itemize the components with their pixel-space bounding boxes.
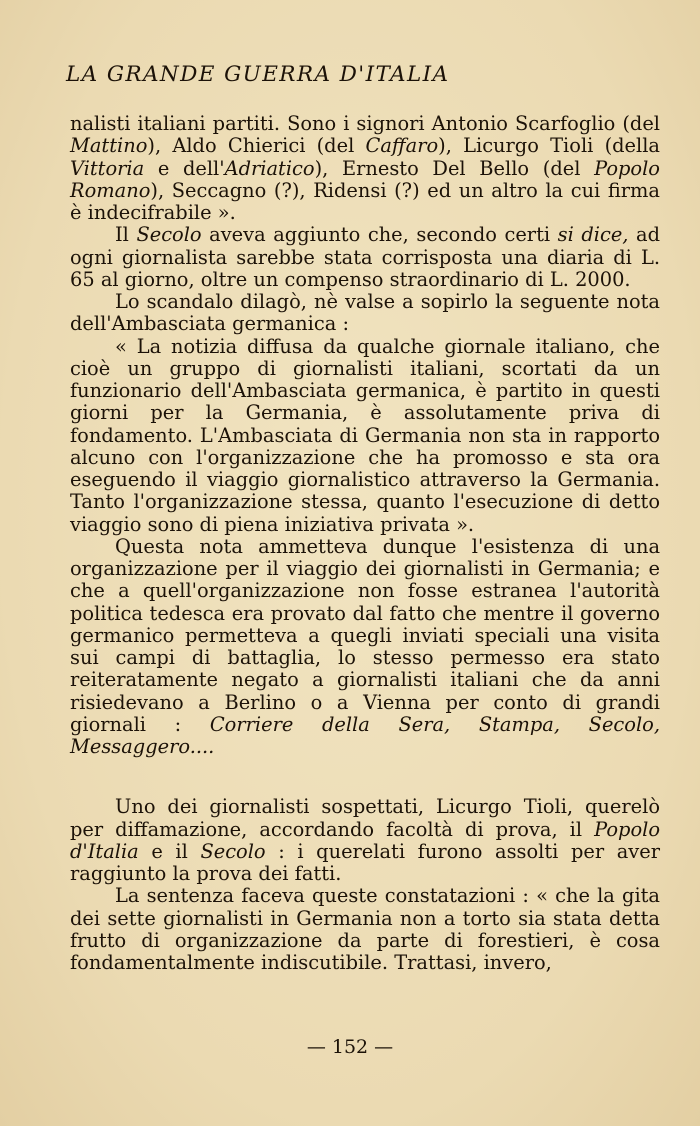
text-run: e il [138,839,201,863]
text-run: ad ogni giornalista sarebbe stata corrisposta una diaria di L. 65 al giorno, oltre un compenso straordinario di L. 2000. [70,223,661,291]
italic-title-run: Adriatico [224,156,315,180]
text-run: nalisti italiani partiti. Sono i signori Antonio Scarfoglio (del [70,112,660,135]
text-run: e dell' [144,156,225,180]
italic-title-run: Popolo Romano [70,156,660,202]
italic-title-run: Secolo [200,839,266,863]
text-run: aveva aggiunto che, secondo certi [201,223,558,247]
quoted-note [70,336,660,536]
paragraph [70,224,660,291]
section-break [70,758,660,796]
text-run: ), Seccagno (?), Ridensi (?) ed un altro la cui firma è indecifrabile ». [70,178,660,224]
italic-title-run: si dice, [557,223,629,247]
italic-title-run: Caffaro [365,134,439,158]
text-run: ), Licurgo Tioli (della [438,134,660,158]
paragraph [70,536,660,759]
text-run: Lo scandalo dilagò, nè valse a sopirlo la seguente nota dell'Ambasciata germanica : [70,290,660,336]
italic-title-run: Vittoria [70,156,145,180]
text-run: Uno dei giornalisti sospettati, Licurgo Tioli, querelò per diffamazione, accordando facoltà di prova, il [70,795,660,841]
body-text [70,113,660,974]
italic-title-run: Secolo [136,223,202,247]
paragraph [70,113,660,224]
italic-title-run: Mattino [70,134,148,158]
italic-title-run: Corriere della Sera, Stampa, Secolo, Messaggero.... [70,712,660,758]
paragraph [70,796,660,885]
text-run: ), Ernesto Del Bello (del [314,156,595,180]
italic-title-run: Popolo d'Italia [70,817,660,863]
text-run: Questa nota ammetteva dunque l'esistenza di una organizzazione per il viaggio dei giornalisti in Germania; e che a quell'organizzazione non fosse estranea l'autorità politica tedesca era provato dal fatto che mentre il governo germanico permetteva a quegli inviati speciali una visita sui campi di battaglia, lo stesso permesso era stato reiteratamente negato a giornalisti italiani che da anni risiedevano a Berlino o a Vienna per conto di grandi giornali : [70,534,660,736]
page-number: — 152 — [306,1036,394,1058]
paragraph [70,291,660,336]
text-run: : i querelati furono assolti per aver raggiunto la prova dei fatti. [70,839,660,885]
text-run: La sentenza faceva queste constatazioni : « che la gita dei sette giornalisti in Germania non a torto sia stata detta frutto di organizzazione da parte di forestieri, è cosa fondamentalmente indiscutibile. Trattasi, invero, [70,884,660,974]
text-run: « La notizia diffusa da qualche giornale italiano, che cioè un gruppo di giornalisti italiani, scortati da un funzionario dell'Ambasciata germanica, è partito in questi giorni per la Germania, è assolutamente priva di fondamento. L'Ambasciata di Germania non sta in rapporto alcuno con l'organizzazione che ha promosso e sta ora eseguendo il viaggio giornalistico attraverso la Germania. Tanto l'organizzazione stessa, quanto l'esecuzione di detto viaggio sono di piena iniziativa privata ». [70,334,660,536]
text-run: ), Aldo Chierici (del [147,134,366,158]
paragraph [70,885,660,974]
running-title: LA GRANDE GUERRA D'ITALIA [66,62,450,87]
text-run: Il [115,223,137,247]
